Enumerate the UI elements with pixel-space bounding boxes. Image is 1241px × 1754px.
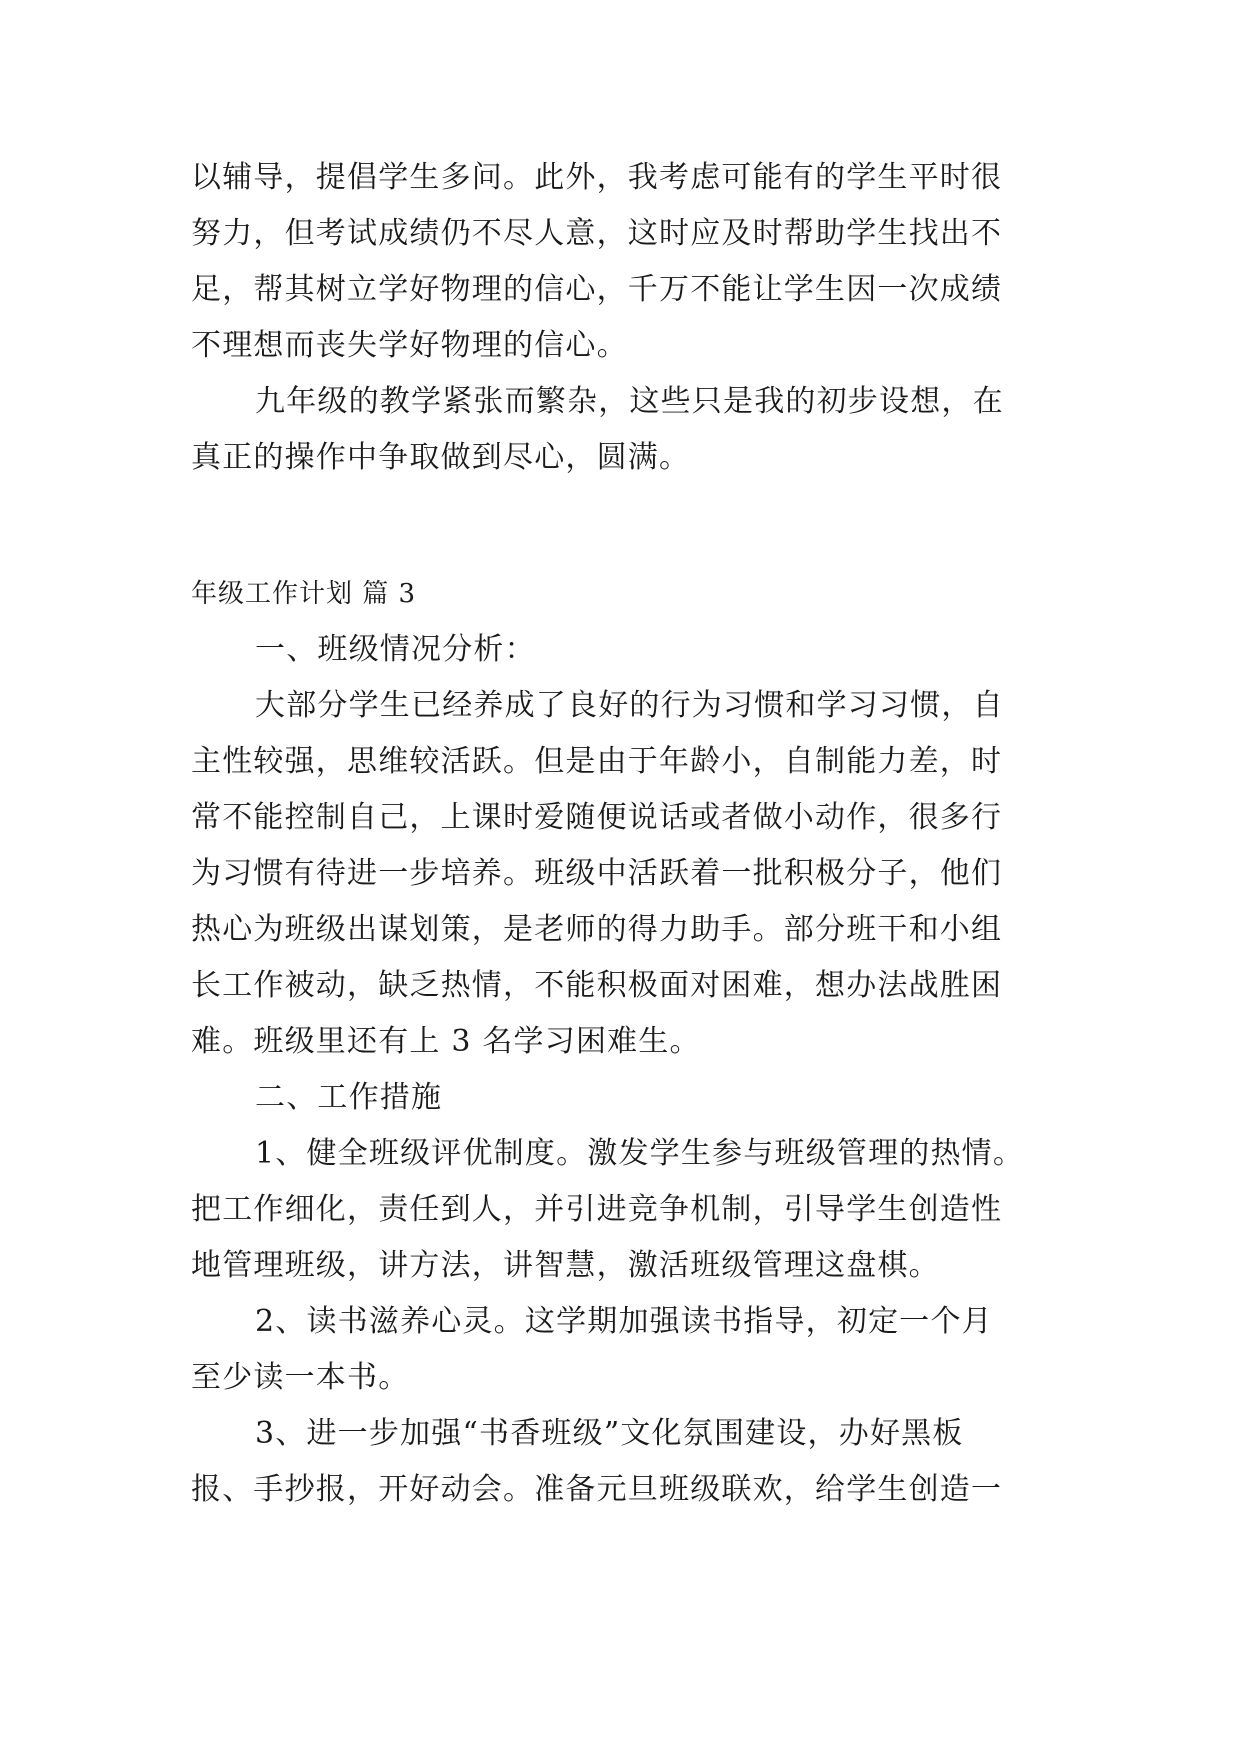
text-line: 以辅导，提倡学生多问。此外，我考虑可能有的学生平时很 [191, 160, 1003, 195]
intro-paragraph [191, 150, 1056, 374]
text-line: 为习惯有待进一步培养。班级中活跃着一批积极分子，他们 [191, 856, 1003, 891]
heading-work-measures: 二、工作措施 [255, 1080, 443, 1115]
text-line: 长工作被动，缺乏热情，不能积极面对困难，想办法战胜困 [191, 968, 1003, 1003]
text-line: 足，帮其树立学好物理的信心，千万不能让学生因一次成绩 [191, 272, 1003, 307]
text-line: 常不能控制自己，上课时爱随便说话或者做小动作，很多行 [191, 800, 1003, 835]
text-line: 大部分学生已经养成了良好的行为习惯和学习习惯，自 [255, 688, 1004, 723]
text-line: 热心为班级出谋划策，是老师的得力助手。部分班干和小组 [191, 912, 1003, 947]
text-line: 真正的操作中争取做到尽心，圆满。 [191, 440, 691, 475]
section-title: 年级工作计划 篇 3 [191, 579, 417, 609]
conclusion-paragraph [191, 374, 1056, 486]
measure-2-paragraph [191, 1294, 1056, 1406]
text-line: 报、手抄报，开好动会。准备元旦班级联欢，给学生创造一 [191, 1472, 1003, 1507]
measure-1-paragraph [191, 1126, 1056, 1294]
text-line: 至少读一本书。 [191, 1360, 410, 1395]
text-line: 主性较强，思维较活跃。但是由于年龄小，自制能力差，时 [191, 744, 1003, 779]
measure-3-paragraph [191, 1406, 1056, 1518]
text-line: 九年级的教学紧张而繁杂，这些只是我的初步设想，在 [255, 384, 1004, 419]
section-gap [191, 486, 1056, 566]
text-line: 把工作细化，责任到人，并引进竞争机制，引导学生创造性 [191, 1192, 1003, 1227]
text-line: 努力，但考试成绩仍不尽人意，这时应及时帮助学生找出不 [191, 216, 1003, 251]
text-line: 3、进一步加强“书香班级”文化氛围建设，办好黑板 [255, 1416, 964, 1451]
document-page [191, 150, 1056, 1518]
analysis-paragraph [191, 678, 1056, 1070]
text-line: 难。班级里还有上 3 名学习困难生。 [191, 1024, 701, 1059]
text-line: 不理想而丧失学好物理的信心。 [191, 328, 628, 363]
heading-class-analysis: 一、班级情况分析： [255, 632, 536, 667]
text-line: 2、读书滋养心灵。这学期加强读书指导，初定一个月 [255, 1304, 993, 1339]
text-line: 地管理班级，讲方法，讲智慧，激活班级管理这盘棋。 [191, 1248, 940, 1283]
text-line: 1、健全班级评优制度。激发学生参与班级管理的热情。 [255, 1136, 1025, 1171]
